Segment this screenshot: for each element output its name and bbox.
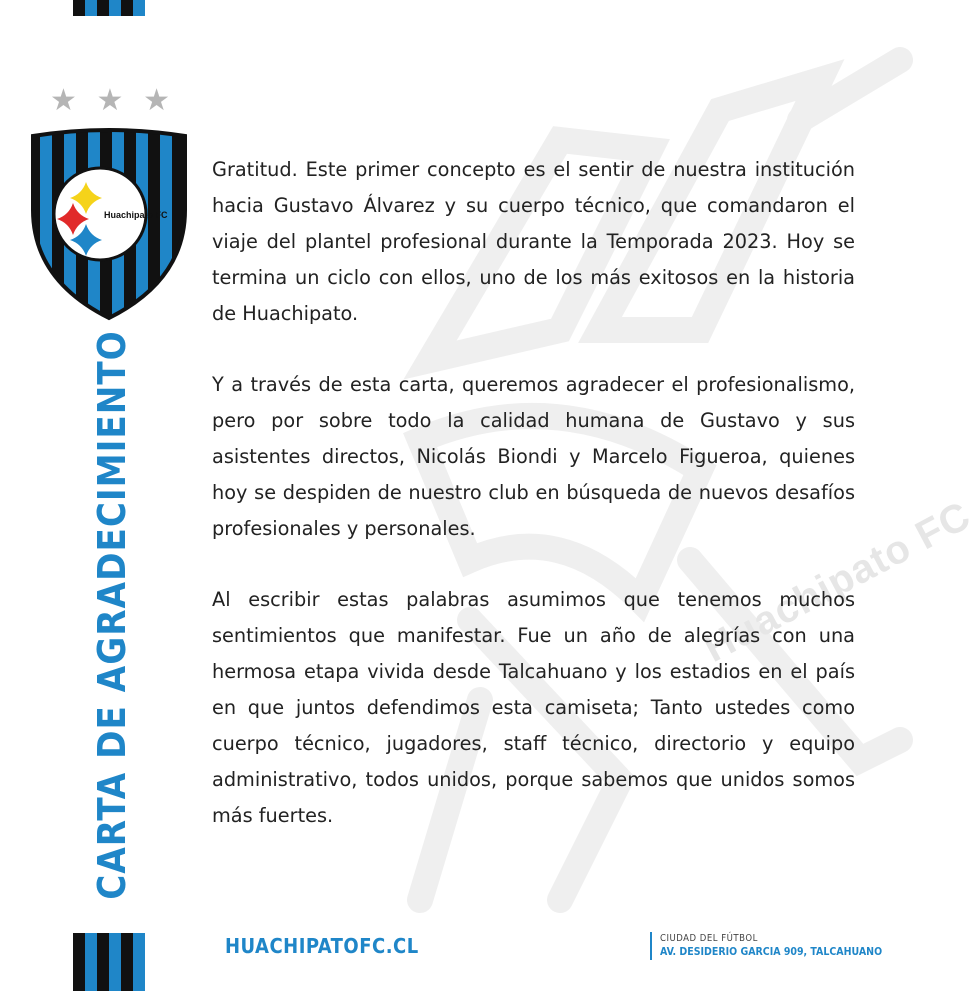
- website-link[interactable]: HUACHIPATOFC.CL: [225, 934, 419, 958]
- top-stripe-motif: [73, 0, 145, 16]
- footer-address: [650, 932, 882, 960]
- crest-label: Huachipato FC: [104, 210, 168, 220]
- address-line-2: AV. DESIDERIO GARCIA 909, TALCAHUANO: [660, 946, 883, 958]
- club-crest-logo: [28, 130, 190, 320]
- letter-paragraph: Al escribir estas palabras asumimos que tenemos muchos sentimientos que manifestar. Fue un año de alegrías con una hermosa etapa vivida desde Talcahuano y los estadios en el país en que juntos defendimos esta camiseta; Tanto ustedes como cuerpo técnico, jugadores, staff técnico, directorio y equipo administrativo, todos unidos, porque sabemos que unidos somos más fuertes.: [212, 588, 855, 827]
- bottom-stripe-motif: [73, 933, 145, 991]
- letter-paragraph: Gratitud. Este primer concepto es el sentir de nuestra institución hacia Gustavo Álvarez y su cuerpo técnico, que comandaron el viaje del plantel profesional durante la Temporada 2023. Hoy se termina un ciclo con ellos, uno de los más exitosos en la historia de Huachipato.: [212, 158, 855, 325]
- letter-body: [212, 152, 855, 869]
- crest-icon: [28, 130, 190, 320]
- star-icon: ★: [50, 83, 77, 118]
- watermark-text: Huachipato FC: [696, 493, 979, 671]
- letter-paragraph: Y a través de esta carta, queremos agradecer el profesionalismo, pero por sobre todo la calidad humana de Gustavo y sus asistentes directos, Nicolás Biondi y Marcelo Figueroa, quienes hoy se despiden de nuestro club en búsqueda de nuevos desafíos profesionales y personales.: [212, 373, 855, 540]
- star-icon: ★: [143, 83, 170, 118]
- side-title: CARTA DE AGRADECIMIENTO: [90, 330, 134, 900]
- championship-stars: [50, 83, 170, 118]
- address-line-1: CIUDAD DEL FÚTBOL: [660, 933, 758, 944]
- star-icon: ★: [96, 83, 124, 118]
